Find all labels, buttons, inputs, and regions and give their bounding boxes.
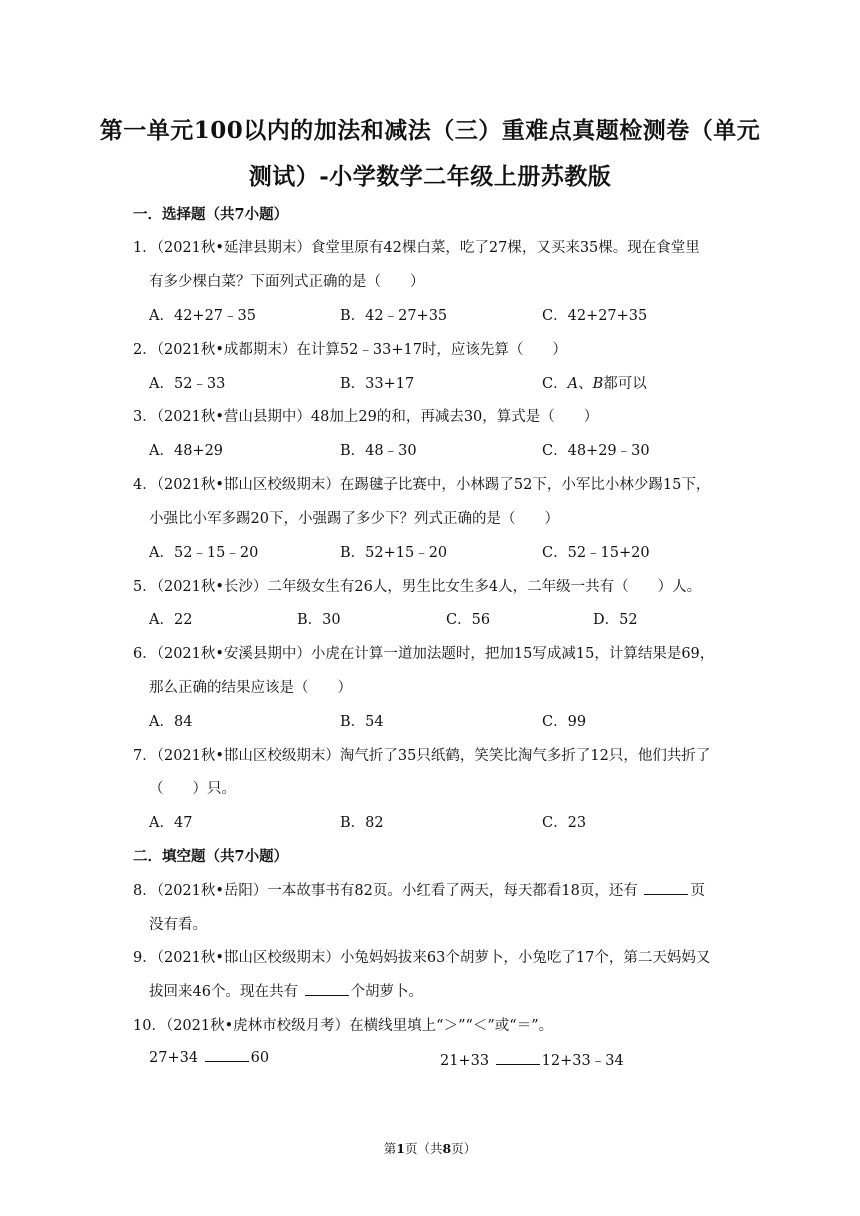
question-9-text: 9．（2021秋•邯山区校级期末）小兔妈妈拔来63个胡萝卜，小兔吃了17个，第二天妈妈又	[133, 950, 711, 966]
question-1-text-cont: 有多少棵白菜？下面列式正确的是（ ）	[149, 274, 425, 290]
question-5-option-a: A．22	[149, 612, 193, 628]
question-6-text-cont: 那么正确的结果应该是（ ）	[149, 680, 352, 696]
question-5-option-b: B．30	[297, 612, 341, 628]
page-footer: 第1页（共8页）	[383, 1141, 477, 1156]
question-6-text: 6．（2021秋•安溪县期中）小虎在计算一道加法题时，把加15写成减15，计算结果是69，	[133, 646, 715, 662]
question-4-option-c: C．52﹣15+20	[542, 545, 650, 561]
document-title-line2: 测试）-小学数学二年级上册苏教版	[248, 163, 612, 190]
question-6-option-c: C．99	[542, 714, 587, 730]
question-8-text: 8．（2021秋•岳阳）一本故事书有82页。小红看了两天，每天都看18页，还有 页	[133, 883, 705, 899]
question-7-option-a: A．47	[149, 815, 193, 831]
question-3-option-a: A．48+29	[149, 443, 224, 459]
question-1-text: 1．（2021秋•延津县期末）食堂里原有42棵白菜，吃了27棵，又买来35棵。现在食堂里	[133, 240, 700, 256]
answer-blank[interactable]	[644, 882, 688, 895]
answer-blank[interactable]	[496, 1052, 540, 1065]
answer-blank[interactable]	[205, 1049, 249, 1062]
question-4-text: 4．（2021秋•邯山区校级期末）在踢毽子比赛中，小林踢了52下，小军比小林少踢15下，	[133, 477, 711, 493]
question-7-option-b: B．82	[340, 815, 384, 831]
question-1-option-b: B．42﹣27+35	[340, 308, 448, 324]
question-9-text-cont: 拔回来46个。现在共有 个胡萝卜。	[149, 984, 424, 1000]
question-7-option-c: C．23	[542, 815, 587, 831]
question-3-option-c: C．48+29﹣30	[542, 443, 650, 459]
question-3-option-b: B．48﹣30	[340, 443, 417, 459]
question-1-option-c: C．42+27+35	[542, 308, 648, 324]
question-2-text: 2．（2021秋•成都期末）在计算52﹣33+17时，应该先算（ ）	[133, 342, 567, 358]
section-heading-fill: 二．填空题（共7小题）	[133, 848, 289, 865]
question-10-item-right: 21+33 12+33﹣34	[440, 1053, 624, 1069]
question-7-text: 7．（2021秋•邯山区校级期末）淘气折了35只纸鹤，笑笑比淘气多折了12只，他们共折了	[133, 748, 711, 764]
question-4-option-b: B．52+15﹣20	[340, 545, 448, 561]
section-heading-choice: 一．选择题（共7小题）	[133, 206, 289, 223]
question-8-text-cont: 没有看。	[149, 917, 207, 933]
question-5-text: 5．（2021秋•长沙）二年级女生有26人，男生比女生多4人，二年级一共有（ ）人。	[133, 579, 702, 595]
question-5-option-c: C．56	[446, 612, 491, 628]
question-3-text: 3．（2021秋•营山县期中）48加上29的和，再减去30，算式是（ ）	[133, 409, 599, 425]
question-6-option-b: B．54	[340, 714, 384, 730]
question-2-option-a: A．52﹣33	[149, 376, 226, 392]
question-4-option-a: A．52﹣15﹣20	[149, 545, 259, 561]
question-5-option-d: D．52	[593, 612, 638, 628]
question-7-text-cont: （ ）只。	[149, 781, 236, 797]
question-6-option-a: A．84	[149, 714, 193, 730]
question-4-text-cont: 小强比小军多踢20下，小强踢了多少下？列式正确的是（ ）	[149, 511, 559, 527]
question-2-option-b: B．33+17	[340, 376, 415, 392]
question-2-option-c: C．A、B都可以	[542, 376, 647, 392]
document-title-line1: 第一单元100以内的加法和减法（三）重难点真题检测卷（单元	[99, 117, 761, 144]
answer-blank[interactable]	[305, 983, 349, 996]
question-10-item-left: 27+34 60	[149, 1050, 270, 1066]
question-10-text: 10．（2021秋•虎林市校级月考）在横线里填上“＞”“＜”或“＝”。	[133, 1018, 554, 1034]
question-1-option-a: A．42+27﹣35	[149, 308, 256, 324]
